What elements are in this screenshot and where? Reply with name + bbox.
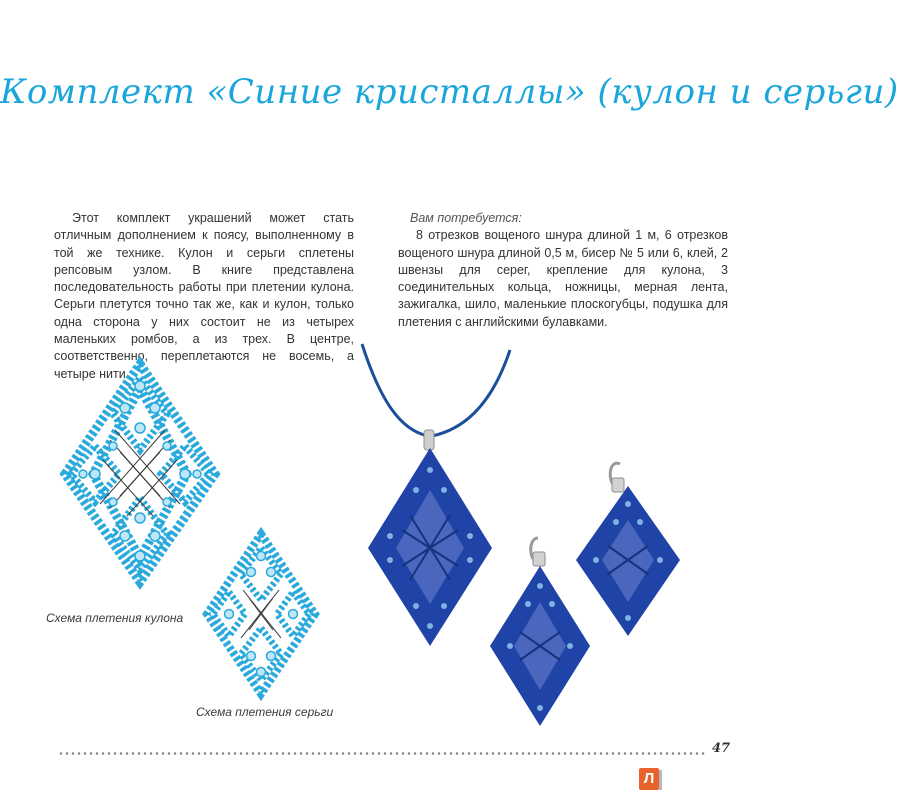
jewelry-photo <box>340 340 740 730</box>
publisher-logo-shadow <box>659 770 662 790</box>
publisher-logo-icon: Л <box>639 768 659 790</box>
materials-heading: Вам потребуется: <box>410 211 522 225</box>
earring-diagram <box>201 528 321 698</box>
materials-section <box>398 210 728 331</box>
materials-list: 8 отрезков вощеного шнура длиной 1 м, 6 отрезков вощеного шнура длиной 0,5 м, бисер № 5 или 6, клей, 2 швензы для серег, крепление для кулона, 3 соединительных кольца, ножницы, мерная лента, зажигалка, шило, маленькие плоскогубцы, подушка для плетения с английскими булавками. <box>398 228 728 329</box>
earring-photo-front <box>490 566 590 726</box>
earring-photo-back <box>576 486 680 636</box>
page-title: Комплект «Синие кристаллы» (кулон и серьги) <box>0 72 899 112</box>
footer-dotted-rule <box>58 752 706 755</box>
intro-paragraph: Этот комплект украшений может стать отличным дополнением к поясу, выполненному в той же технике. Кулон и серьги сплетены репсовым узлом. В книге представлена последовательность работы при плетении кулона. Серьги плетутся точно так же, как и кулон, только одна сторона у них состоит не из четырех маленьких ромбов, а из трех. В центре, соответственно, переплетаются не восемь, а четыре нити. <box>54 211 354 381</box>
earring-diagram-caption: Схема плетения серьги <box>196 705 334 719</box>
pendant-photo <box>368 448 492 646</box>
pendant-diagram-caption: Схема плетения кулона <box>46 611 184 625</box>
pendant-diagram <box>55 356 225 586</box>
page-number: 47 <box>712 741 731 756</box>
